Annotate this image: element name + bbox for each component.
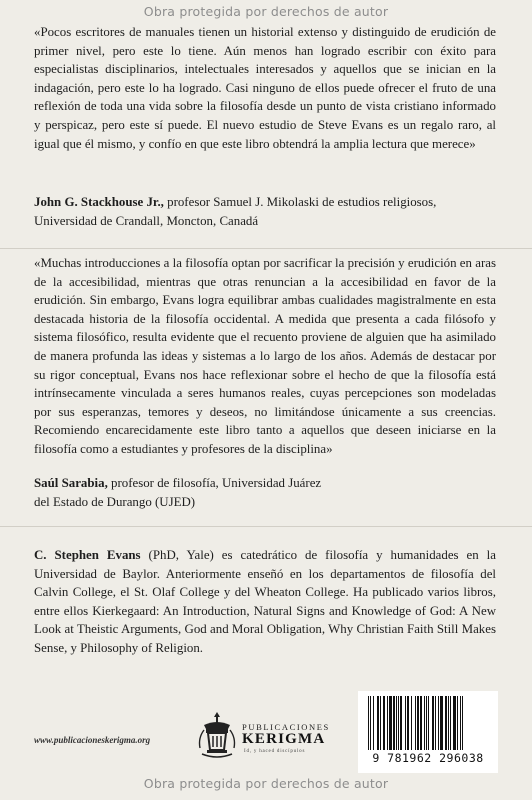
barcode-bar	[432, 696, 434, 750]
barcode-bar	[417, 696, 419, 750]
author-bio-name: C. Stephen Evans	[34, 548, 141, 562]
barcode-bar	[440, 696, 443, 750]
barcode-bar	[448, 696, 449, 750]
barcode-bar	[462, 696, 463, 750]
barcode-bar	[387, 696, 388, 750]
barcode-bar	[398, 696, 399, 750]
blurb-sarabia-text: «Muchas introducciones a la filosofía optan por sacrificar la precisión y erudición en aras de la accesibilidad, mientras que otras renuncian a la accesibilidad en favor de la erudición. Sin embargo, Evans logra equilibrar ambas cualidades magistralmente en esta destacada historia de la filosofía occidental. A medida que presenta a cada filósofo y sistema filosófico, resulta evidente que el recuento proviene de alguien que ha asimilado de manera profunda las ideas y sistemas a lo largo de los años. Además de destacar por su rigor conceptual, Evans nos hace reflexionar sobre el hecho de que la filosofía está intrínsecamente vinculada a seres humanos reales, cuyas percepciones son modeladas por sus esperanzas, temores y deseos, no limitándose únicamente a sus creencias. Recomiendo encarecidamente este libro tanto a aquellos que deseen iniciarse en la filosofía como a estudiantes y profesores de la disciplina»	[34, 256, 496, 456]
barcode-bar	[380, 696, 381, 750]
barcode-bar	[377, 696, 379, 750]
barcode-bar	[383, 696, 385, 750]
copyright-banner-top: Obra protegida por derechos de autor	[143, 4, 389, 19]
blurb-sarabia-affiliation: profesor de filosofía, Universidad Juárez del Estado de Durango (UJED)	[34, 476, 322, 509]
barcode-bar	[420, 696, 422, 750]
publisher-tagline: Id, y haced discípulos	[244, 749, 306, 754]
blurb-stackhouse-affiliation: profesor Samuel J. Mikolaski de estudios religiosos, Universidad de Crandall, Moncton, Canadá	[34, 195, 437, 228]
barcode-bar	[389, 696, 392, 750]
isbn-barcode	[358, 691, 498, 773]
copyright-banner-bottom: Obra protegida por derechos de autor	[143, 776, 389, 791]
section-divider	[0, 526, 532, 527]
barcode-bar	[373, 696, 374, 750]
barcode-bar	[424, 696, 425, 750]
barcode-bar	[407, 696, 409, 750]
barcode-bar	[368, 696, 369, 750]
barcode-bar	[400, 696, 402, 750]
publisher-url[interactable]: www.publicacioneskerigma.org	[34, 735, 151, 745]
blurb-stackhouse-author: John G. Stackhouse Jr.,	[34, 195, 164, 209]
publisher-name-line2: KERIGMA	[242, 731, 326, 747]
barcode-bar	[426, 696, 427, 750]
barcode-bar	[428, 696, 429, 750]
barcode-bar	[396, 696, 397, 750]
barcode-bar	[370, 696, 371, 750]
isbn-number: 9 781962 296038	[372, 751, 484, 765]
barcode-bar	[453, 696, 456, 750]
barcode-bar	[435, 696, 436, 750]
barcode-bar	[445, 696, 447, 750]
blurb-sarabia-author: Saúl Sarabia,	[34, 476, 108, 490]
author-bio	[34, 546, 496, 658]
barcode-bar	[415, 696, 416, 750]
blurb-stackhouse-attribution	[34, 193, 496, 230]
blurb-sarabia-attribution	[34, 474, 334, 511]
barcode-bar	[393, 696, 395, 750]
section-divider	[0, 248, 532, 249]
barcode-bar	[457, 696, 458, 750]
author-bio-text: (PhD, Yale) es catedrático de filosofía y humanidades en la Universidad de Baylor. Anteriormente enseñó en los departamentos de filosofía del Calvin College, el St. Olaf College y del Wheaton College. Ha publicado varios libros, entre ellos Kierkegaard: An Introduction, Natural Signs and Knowledge of God: A New Look at Theistic Arguments, God and Moral Obligation, Why Christian Faith Still Makes Sense, y Philosophy of Religion.	[34, 548, 496, 655]
pulpit-emblem-icon	[196, 708, 238, 762]
publisher-logo	[196, 706, 344, 764]
barcode-bar	[405, 696, 406, 750]
barcode-bar	[411, 696, 412, 750]
barcode-bar	[438, 696, 439, 750]
barcode-bar	[460, 696, 461, 750]
barcode-bars	[366, 696, 490, 750]
publisher-name-line1: PUBLICACIONES	[242, 722, 330, 732]
barcode-bar	[450, 696, 451, 750]
blurb-stackhouse-text: «Pocos escritores de manuales tienen un historial extenso y distinguido de erudición de primer nivel, pero este lo tiene. Aún menos han logrado escribir con éxito para especialistas disciplinarios, intelectuales interesados y aquellos que se inician en la indagación, pero este lo ha logrado. Casi ninguno de ellos puede ofrecer el fruto de una reflexión de toda una vida sobre la filosofía desde un punto de vista cristiano informado y perspicaz, pero este sí puede. El nuevo estudio de Steve Evans es un regalo raro, al igual que él mismo, y confío en que este libro obtendrá la amplia lectura que merece»	[34, 25, 496, 151]
